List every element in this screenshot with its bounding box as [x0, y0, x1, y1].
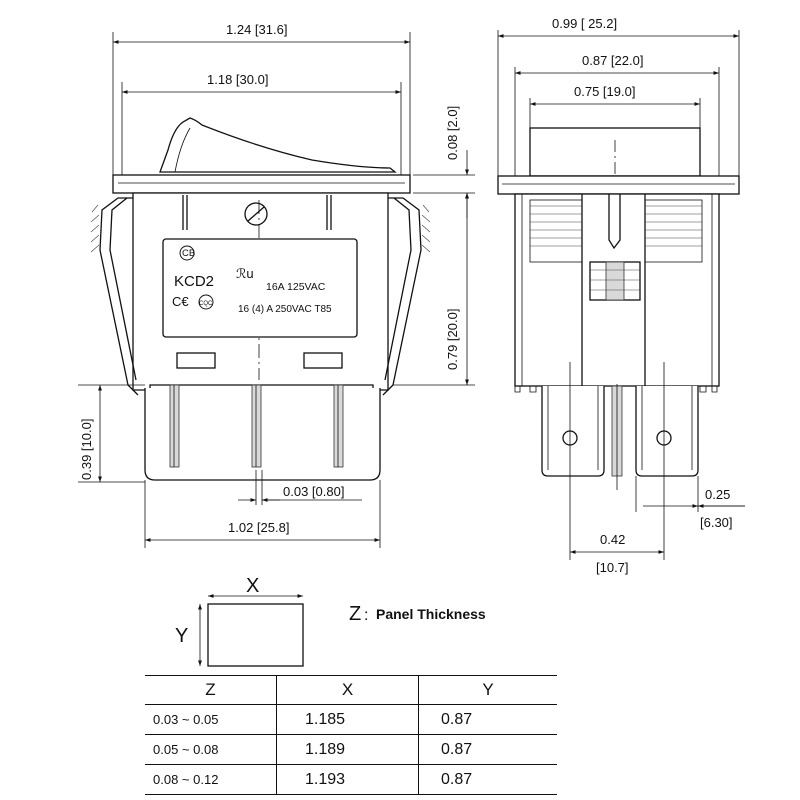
rocker-actuator: [160, 118, 395, 172]
col-header-z: Z: [145, 676, 277, 705]
cell-x: 1.189: [277, 735, 419, 765]
svg-text:CB: CB: [182, 248, 196, 259]
cutout-x-label: X: [246, 575, 260, 597]
table-row: [145, 705, 557, 735]
ce-mark: C€: [172, 294, 189, 309]
cell-x: 1.193: [277, 765, 419, 795]
side-terminal-left: [542, 386, 604, 476]
cqc-mark: CQC: [199, 301, 213, 307]
dim-side-body-width: 0.87 [22.0]: [582, 53, 644, 68]
col-header-x: X: [277, 676, 419, 705]
dim-side-terminal-width-in: 0.25: [705, 487, 731, 502]
bezel: [113, 175, 410, 193]
cutout-z-label: Z: [349, 603, 362, 625]
table-header-row: [145, 676, 557, 705]
dim-side-terminal-pitch-mm: [10.7]: [596, 560, 629, 575]
dim-terminal-span: 1.02 [25.8]: [228, 520, 290, 535]
dim-rocker-width: 1.18 [30.0]: [207, 72, 269, 87]
model-label: KCD2: [174, 273, 215, 290]
dim-terminal-thickness: 0.03 [0.80]: [283, 484, 345, 499]
cell-x: 1.185: [277, 705, 419, 735]
terminal-block: [145, 388, 380, 480]
dim-terminal-length: 0.39 [10.0]: [79, 418, 94, 480]
cell-z: 0.08 ~ 0.12: [145, 765, 277, 795]
dim-body-height: 0.79 [20.0]: [445, 308, 460, 370]
cutout-z-description: Panel Thickness: [376, 606, 486, 622]
side-view: [498, 16, 745, 575]
rating-text-1: 16A 125VAC: [266, 281, 326, 293]
cutout-y-label: Y: [175, 625, 189, 647]
ul-mark: ℛu: [236, 266, 254, 281]
dim-side-terminal-width-mm: [6.30]: [700, 515, 733, 530]
table-row: [145, 735, 557, 765]
front-view: [78, 22, 475, 548]
panel-cutout-table: [145, 675, 557, 795]
col-header-y: Y: [419, 676, 558, 705]
dim-overall-width: 1.24 [31.6]: [226, 22, 288, 37]
dim-side-overall-width: 0.99 [ 25.2]: [552, 16, 618, 31]
cutout-z-colon: :: [364, 607, 369, 624]
dim-side-terminal-pitch-in: 0.42: [600, 532, 626, 547]
table-row: [145, 765, 557, 795]
cell-y: 0.87: [419, 705, 558, 735]
cell-z: 0.03 ~ 0.05: [145, 705, 277, 735]
dim-side-rocker-width: 0.75 [19.0]: [574, 84, 636, 99]
dim-bezel-thickness: 0.08 [2.0]: [445, 105, 460, 160]
rating-text-2: 16 (4) A 250VAC T85: [238, 304, 332, 315]
panel-cutout-diagram: [175, 575, 486, 666]
cell-y: 0.87: [419, 735, 558, 765]
cell-y: 0.87: [419, 765, 558, 795]
cell-z: 0.05 ~ 0.08: [145, 735, 277, 765]
side-terminal-right: [636, 386, 698, 476]
